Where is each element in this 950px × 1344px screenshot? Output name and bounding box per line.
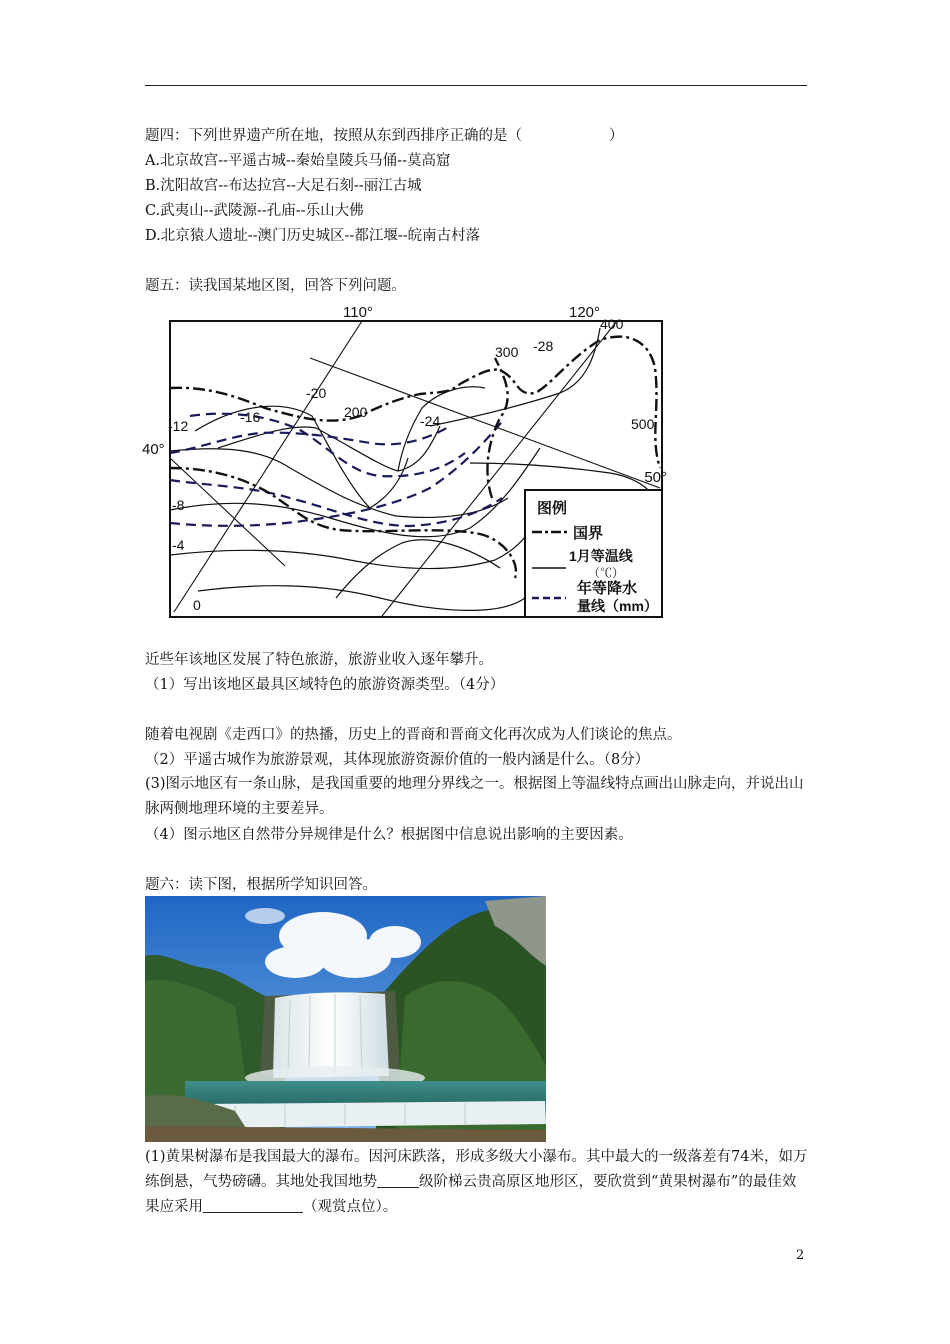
isohyet-label: 500 (631, 416, 655, 432)
isotherm-label: -16 (240, 409, 261, 425)
isotherm-label: -20 (306, 385, 327, 401)
q4-option-a: A.北京故宫--平遥古城--秦始皇陵兵马俑--莫高窟 (145, 153, 451, 169)
q4-stem: 题四：下列世界遗产所在地，按照从东到西排序正确的是（ ） (145, 128, 624, 144)
isotherm-label: -12 (168, 418, 189, 434)
isohyet-label: 400 (600, 316, 624, 332)
waterfall-photo (145, 896, 546, 1142)
q6-part1-text-b: 级阶梯云贵高原区地形区，要欣赏到“黄果树瀑布”的最佳效果应采用 (145, 1174, 797, 1215)
isohyet-label: 300 (495, 344, 519, 360)
legend-precip: 年等降水 (577, 580, 638, 597)
q5-part4: （4）图示地区自然带分异规律是什么？根据图中信息说出影响的主要因素。 (145, 827, 633, 843)
lat-label-40: 40° (142, 441, 165, 458)
q5-intro2: 随着电视剧《走西口》的热播，历史上的晋商和晋商文化再次成为人们谈论的焦点。 (145, 727, 682, 743)
q4-option-b: B.沈阳故宫--布达拉宫--大足石刻--丽江古城 (145, 178, 422, 194)
q5-part1: （1）写出该地区最具区域特色的旅游资源类型。（4分） (145, 677, 505, 693)
q6-stem: 题六：读下图，根据所学知识回答。 (145, 877, 377, 893)
q4-option-c: C.武夷山--武陵源--孔庙--乐山大佛 (145, 203, 364, 219)
q6-part1-text-c: （观赏点位）。 (303, 1199, 398, 1215)
lat-label-50: 50° (644, 469, 667, 486)
isotherm-label: 0 (193, 597, 201, 613)
regional-map (140, 298, 670, 620)
q5-intro: 近些年该地区发展了特色旅游，旅游业收入逐年攀升。 (145, 652, 493, 668)
lon-label-110: 110° (343, 304, 373, 321)
answer-blank-1[interactable] (377, 1173, 419, 1188)
isohyet-label: 200 (344, 404, 368, 420)
q6-part1 (145, 1145, 810, 1220)
q6-part1-text-a: (1)黄果树瀑布是我国最大的瀑布。因河床跌落，形成多级大小瀑布。其中最大的一级落差有74米，如万练倒悬，气势磅礴。其地处我国地势 (145, 1149, 808, 1190)
answer-blank-2[interactable] (203, 1198, 303, 1213)
legend-precip-unit: 量线（mm） (577, 598, 658, 614)
legend-isotherm: 1月等温线 (569, 548, 633, 564)
q5-part3: (3)图示地区有一条山脉，是我国重要的地理分界线之一。根据图上等温线特点画出山脉走向，并说出山脉两侧地理环境的主要差异。 (145, 776, 804, 817)
header-rule (145, 85, 807, 86)
legend-border: 国界 (573, 525, 604, 542)
q5-part2: （2）平遥古城作为旅游景观，其体现旅游资源价值的一般内涵是什么。（8分） (145, 752, 650, 768)
isotherm-label: -8 (172, 497, 185, 513)
q5-stem: 题五：读我国某地区图，回答下列问题。 (145, 278, 406, 294)
map-legend (525, 490, 662, 617)
legend-isotherm-unit: （℃） (588, 566, 625, 580)
isotherm-label: -28 (533, 338, 554, 354)
legend-title: 图例 (537, 500, 568, 517)
q4-option-d: D.北京猿人遗址--澳门历史城区--都江堰--皖南古村落 (145, 228, 481, 244)
isotherm-label: -24 (420, 413, 441, 429)
page-number: 2 (796, 1248, 805, 1263)
lon-label-120: 120° (569, 304, 601, 321)
isotherm-label: -4 (172, 537, 185, 553)
